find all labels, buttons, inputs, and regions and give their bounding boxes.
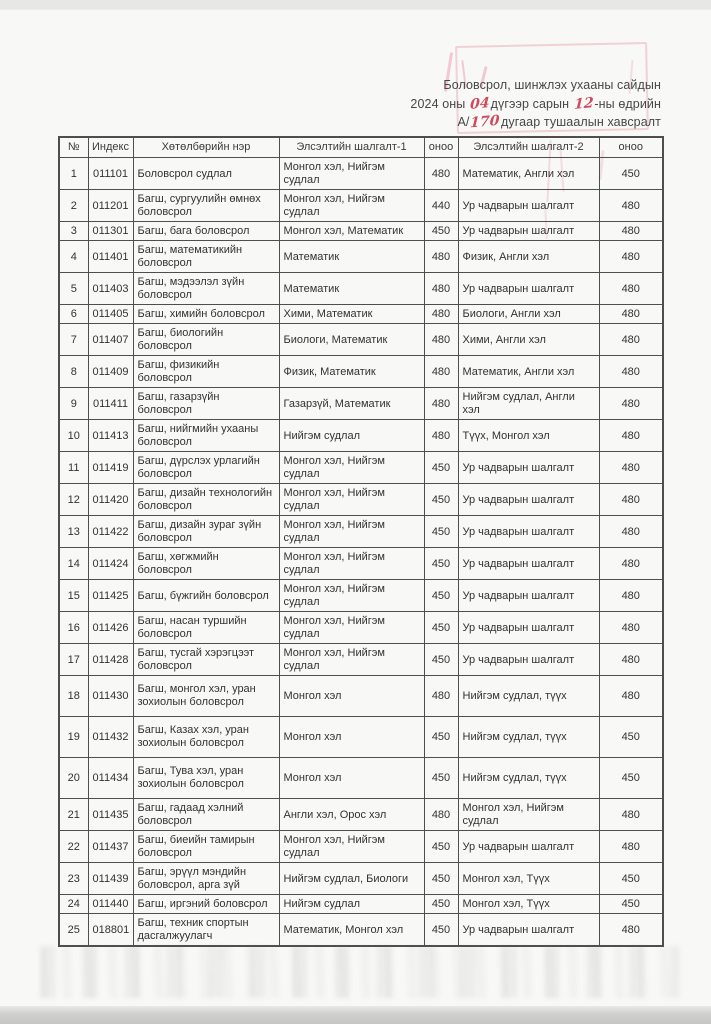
table-row [59,799,663,831]
cell-score1: 480 [424,158,458,190]
cell-index: 011432 [88,717,133,758]
table-row [59,863,663,895]
cell-exam1: Монгол хэл [279,758,424,799]
cell-exam2: Нийгэм судлал, түүх [458,758,599,799]
cell-program: Багш, дизайн зураг зүйн боловсрол [133,516,279,548]
cell-score1: 450 [424,717,458,758]
cell-exam2: Нийгэм судлал, түүх [458,676,599,717]
decree-header-line1: Боловсрол, шинжлэх ухааны сайдын [443,78,661,92]
cell-score2: 480 [599,548,663,580]
decree-header-line2 [410,95,661,114]
cell-no: 2 [59,190,88,222]
cell-score1: 450 [424,758,458,799]
cell-score2: 480 [599,388,663,420]
cell-exam1: Монгол хэл, Нийгэм судлал [279,158,424,190]
table-row [59,222,663,241]
cell-program: Багш, сургуулийн өмнөх боловсрол [133,190,279,222]
col-header-no: № [59,137,88,158]
cell-no: 6 [59,305,88,324]
cell-score2: 450 [599,758,663,799]
cell-program: Багш, эрүүл мэндийн боловсрол, арга зүй [133,863,279,895]
cell-no: 1 [59,158,88,190]
cell-index: 011420 [88,484,133,516]
table-row [59,612,663,644]
table-header-row [59,137,663,158]
cell-index: 011439 [88,863,133,895]
cell-index: 011437 [88,831,133,863]
cell-no: 20 [59,758,88,799]
cell-no: 25 [59,914,88,947]
cell-exam1: Биологи, Математик [279,324,424,356]
cell-exam1: Монгол хэл, Нийгэм судлал [279,831,424,863]
cell-score2: 450 [599,895,663,914]
table-row [59,420,663,452]
cell-program: Боловсрол судлал [133,158,279,190]
cell-score1: 480 [424,388,458,420]
cell-index: 011440 [88,895,133,914]
table-row [59,388,663,420]
cell-score2: 480 [599,914,663,947]
cell-exam1: Монгол хэл [279,717,424,758]
cell-score2: 450 [599,863,663,895]
cell-exam2: Монгол хэл, Нийгэм судлал [458,799,599,831]
table-body [59,158,663,947]
cell-score1: 480 [424,273,458,305]
cell-exam2: Ур чадварын шалгалт [458,516,599,548]
decree-number-prefix: А/ [457,115,470,129]
cell-exam1: Газарзүй, Математик [279,388,424,420]
cell-score2: 480 [599,241,663,273]
cell-exam1: Монгол хэл, Нийгэм судлал [279,644,424,676]
cell-index: 011101 [88,158,133,190]
cell-score2: 480 [599,452,663,484]
cell-exam1: Хими, Математик [279,305,424,324]
cell-score1: 450 [424,895,458,914]
cell-score2: 450 [599,717,663,758]
cell-score1: 480 [424,799,458,831]
cell-score2: 480 [599,580,663,612]
cell-score1: 480 [424,420,458,452]
cell-program: Багш, насан туршийн боловсрол [133,612,279,644]
cell-no: 14 [59,548,88,580]
cell-no: 8 [59,356,88,388]
cell-score2: 480 [599,799,663,831]
table-row [59,914,663,947]
cell-exam1: Физик, Математик [279,356,424,388]
cell-program: Багш, тусгай хэрэгцээт боловсрол [133,644,279,676]
cell-program: Багш, гадаад хэлний боловсрол [133,799,279,831]
cell-exam1: Математик [279,273,424,305]
table-row [59,895,663,914]
cell-score1: 450 [424,580,458,612]
cell-score2: 480 [599,305,663,324]
cell-score1: 480 [424,324,458,356]
col-header-score1: оноо [424,137,458,158]
cell-program: Багш, физикийн боловсрол [133,356,279,388]
cell-no: 11 [59,452,88,484]
cell-score1: 450 [424,831,458,863]
cell-program: Багш, мэдээлэл зүйн боловсрол [133,273,279,305]
cell-program: Багш, монгол хэл, уран зохиолын боловсрол [133,676,279,717]
cell-score1: 450 [424,914,458,947]
cell-score2: 480 [599,831,663,863]
cell-no: 7 [59,324,88,356]
cell-exam1: Монгол хэл [279,676,424,717]
cell-index: 011430 [88,676,133,717]
cell-exam1: Монгол хэл, Нийгэм судлал [279,190,424,222]
cell-exam1: Математик [279,241,424,273]
cell-no: 15 [59,580,88,612]
admission-exam-table [58,136,664,947]
cell-exam2: Физик, Англи хэл [458,241,599,273]
decree-date-mid: дүгээр сарын [490,96,570,111]
decree-header-line3 [410,113,661,132]
handwritten-month: 04 [469,94,490,113]
cell-exam2: Ур чадварын шалгалт [458,273,599,305]
cell-exam2: Монгол хэл, Түүх [458,863,599,895]
cell-program: Багш, биеийн тамирын боловсрол [133,831,279,863]
cell-no: 16 [59,612,88,644]
cell-score1: 450 [424,222,458,241]
decree-header [410,76,661,132]
cell-no: 3 [59,222,88,241]
cell-exam2: Түүх, Монгол хэл [458,420,599,452]
cell-no: 10 [59,420,88,452]
cell-score1: 480 [424,676,458,717]
cell-score1: 450 [424,452,458,484]
cell-program: Багш, биологийн боловсрол [133,324,279,356]
table-row [59,452,663,484]
cell-program: Багш, нийгмийн ухааны боловсрол [133,420,279,452]
cell-score1: 450 [424,644,458,676]
table-row [59,305,663,324]
cell-program: Багш, хөгжмийн боловсрол [133,548,279,580]
cell-score2: 480 [599,222,663,241]
cell-index: 011435 [88,799,133,831]
cell-exam2: Ур чадварын шалгалт [458,190,599,222]
table-row [59,158,663,190]
cell-no: 18 [59,676,88,717]
cell-score2: 450 [599,158,663,190]
cell-exam1: Монгол хэл, Нийгэм судлал [279,612,424,644]
cell-exam2: Нийгэм судлал, түүх [458,717,599,758]
cell-exam1: Монгол хэл, Математик [279,222,424,241]
cell-exam1: Монгол хэл, Нийгэм судлал [279,580,424,612]
cell-exam2: Ур чадварын шалгалт [458,484,599,516]
table-row [59,831,663,863]
cell-exam2: Ур чадварын шалгалт [458,222,599,241]
cell-score2: 480 [599,484,663,516]
cell-score1: 450 [424,612,458,644]
cell-score2: 480 [599,516,663,548]
col-header-score2: оноо [599,137,663,158]
photo-bottom-edge [0,1006,711,1024]
cell-exam2: Ур чадварын шалгалт [458,548,599,580]
table-row [59,356,663,388]
cell-no: 23 [59,863,88,895]
decree-number-suffix: дугаар тушаалын хавсралт [501,115,661,129]
table-row [59,273,663,305]
cell-program: Багш, бага боловсрол [133,222,279,241]
cell-exam2: Монгол хэл, Түүх [458,895,599,914]
cell-index: 011411 [88,388,133,420]
cell-score1: 480 [424,356,458,388]
cell-index: 011424 [88,548,133,580]
cell-index: 011425 [88,580,133,612]
cell-exam2: Математик, Англи хэл [458,356,599,388]
cell-no: 9 [59,388,88,420]
col-header-program: Хөтөлбөрийн нэр [133,137,279,158]
table-row [59,644,663,676]
cell-exam1: Монгол хэл, Нийгэм судлал [279,452,424,484]
cell-exam1: Англи хэл, Орос хэл [279,799,424,831]
cell-program: Багш, дүрслэх урлагийн боловсрол [133,452,279,484]
cell-program: Багш, дизайн технологийн боловсрол [133,484,279,516]
cell-exam1: Математик, Монгол хэл [279,914,424,947]
cell-score1: 480 [424,305,458,324]
cell-score1: 450 [424,548,458,580]
cell-exam1: Монгол хэл, Нийгэм судлал [279,484,424,516]
cell-exam1: Монгол хэл, Нийгэм судлал [279,516,424,548]
cell-index: 011407 [88,324,133,356]
decree-date-suffix: -ны өдрийн [594,96,661,111]
cell-exam2: Ур чадварын шалгалт [458,580,599,612]
cell-score2: 480 [599,273,663,305]
cell-index: 011401 [88,241,133,273]
cell-index: 011403 [88,273,133,305]
table-row [59,548,663,580]
cell-no: 5 [59,273,88,305]
cell-program: Багш, техник спортын дасгалжуулагч [133,914,279,947]
cell-no: 17 [59,644,88,676]
cell-program: Багш, иргэний боловсрол [133,895,279,914]
cell-exam1: Монгол хэл, Нийгэм судлал [279,548,424,580]
decree-date-prefix: 2024 оны [410,96,466,111]
table-row [59,676,663,717]
cell-no: 21 [59,799,88,831]
cell-exam1: Нийгэм судлал [279,895,424,914]
cell-no: 12 [59,484,88,516]
cell-exam2: Ур чадварын шалгалт [458,452,599,484]
cell-index: 011413 [88,420,133,452]
cell-index: 011405 [88,305,133,324]
cell-program: Багш, газарзүйн боловсрол [133,388,279,420]
cell-score2: 480 [599,324,663,356]
cell-score2: 480 [599,356,663,388]
cell-exam2: Нийгэм судлал, Англи хэл [458,388,599,420]
col-header-exam2: Элсэлтийн шалгалт-2 [458,137,599,158]
cell-score2: 480 [599,190,663,222]
cell-exam2: Ур чадварын шалгалт [458,914,599,947]
cell-exam2: Математик, Англи хэл [458,158,599,190]
cell-score1: 450 [424,863,458,895]
table-row [59,758,663,799]
cell-exam1: Нийгэм судлал, Биологи [279,863,424,895]
cell-no: 22 [59,831,88,863]
cell-exam1: Нийгэм судлал [279,420,424,452]
cell-program: Багш, математикийн боловсрол [133,241,279,273]
cell-index: 011301 [88,222,133,241]
table-row [59,241,663,273]
handwritten-day: 12 [573,94,594,113]
cell-score2: 480 [599,676,663,717]
page-bleed-through [40,946,680,998]
cell-index: 011428 [88,644,133,676]
cell-no: 24 [59,895,88,914]
handwritten-decree-number: 170 [470,112,501,132]
cell-score1: 480 [424,241,458,273]
cell-program: Багш, химийн боловсрол [133,305,279,324]
table-row [59,324,663,356]
cell-score2: 480 [599,612,663,644]
photo-top-edge [0,0,711,10]
cell-exam2: Ур чадварын шалгалт [458,644,599,676]
cell-index: 011434 [88,758,133,799]
cell-index: 018801 [88,914,133,947]
cell-no: 13 [59,516,88,548]
cell-score2: 480 [599,644,663,676]
table-row [59,516,663,548]
cell-no: 4 [59,241,88,273]
col-header-index: Индекс [88,137,133,158]
table-row [59,190,663,222]
cell-score1: 450 [424,484,458,516]
cell-exam2: Ур чадварын шалгалт [458,831,599,863]
cell-exam2: Биологи, Англи хэл [458,305,599,324]
cell-index: 011422 [88,516,133,548]
cell-score1: 450 [424,516,458,548]
cell-no: 19 [59,717,88,758]
cell-program: Багш, Казах хэл, уран зохиолын боловсрол [133,717,279,758]
col-header-exam1: Элсэлтийн шалгалт-1 [279,137,424,158]
cell-index: 011419 [88,452,133,484]
cell-score1: 440 [424,190,458,222]
table-row [59,580,663,612]
cell-score2: 480 [599,420,663,452]
cell-index: 011201 [88,190,133,222]
table-row [59,717,663,758]
table-row [59,484,663,516]
cell-index: 011409 [88,356,133,388]
cell-exam2: Хими, Англи хэл [458,324,599,356]
cell-program: Багш, бүжгийн боловсрол [133,580,279,612]
cell-program: Багш, Тува хэл, уран зохиолын боловсрол [133,758,279,799]
cell-index: 011426 [88,612,133,644]
cell-exam2: Ур чадварын шалгалт [458,612,599,644]
